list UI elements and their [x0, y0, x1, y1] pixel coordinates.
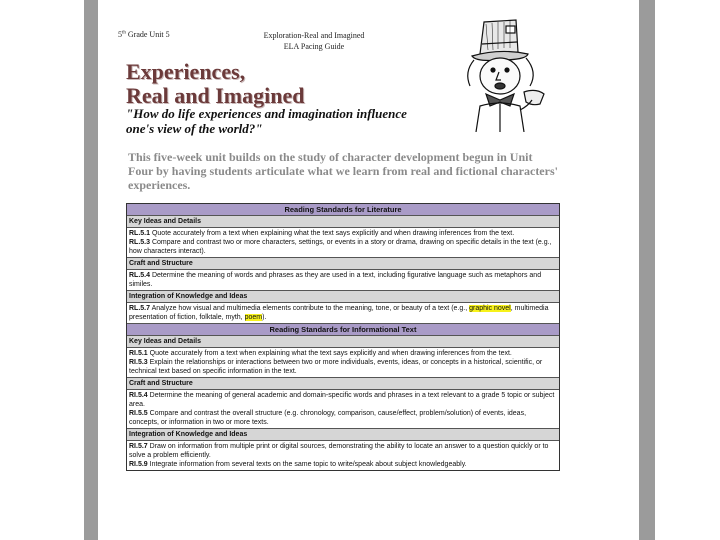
grade-number: 5 — [118, 30, 122, 39]
standard-code: RI.5.4 — [129, 392, 148, 399]
right-gray-band — [639, 0, 655, 540]
info-section-key-ideas: Key Ideas and Details — [127, 336, 559, 348]
standard-code: RI.5.5 — [129, 410, 148, 417]
standard-text: Quote accurately from a text when explaining what the text says explicitly and when drawing inferences from the text. — [150, 230, 515, 237]
standard-text: Integrate information from several texts on the same topic to write/speak about subject knowledgeably. — [147, 461, 467, 468]
document-page — [98, 0, 639, 540]
standard-code: RL.5.4 — [129, 272, 151, 279]
standard-code: RI.5.7 — [129, 443, 148, 450]
standards-table — [126, 203, 560, 471]
header-center — [244, 30, 384, 52]
highlight-graphic-novel: graphic novel — [469, 305, 511, 312]
mad-hatter-illustration-icon — [450, 14, 550, 132]
standard-text: Analyze how visual and multimedia elements contribute to the meaning, tone, or beauty of a text (e.g., — [150, 305, 470, 312]
informational-heading: Reading Standards for Informational Text — [127, 324, 559, 336]
standard-ri51 — [127, 348, 559, 378]
standard-text: ). — [262, 314, 267, 321]
literature-heading: Reading Standards for Literature — [127, 204, 559, 216]
left-gray-band — [84, 0, 98, 540]
standard-ri54 — [127, 390, 559, 429]
standard-rl51 — [127, 228, 559, 258]
header-line-1: Exploration-Real and Imagined — [263, 31, 365, 40]
standard-text: Draw on information from multiple print or digital sources, demonstrating the ability to locate an answer to a question quickly or to solve a problem efficiently. — [129, 443, 549, 459]
lit-section-key-ideas: Key Ideas and Details — [127, 216, 559, 228]
unit-summary: This five-week unit builds on the study of character development begun in Unit Four by having students articulate what we learn from real and fictional characters' experiences. — [128, 150, 558, 192]
left-margin — [0, 0, 84, 540]
grade-suffix: th — [122, 30, 126, 36]
standard-text: Compare and contrast two or more characters, settings, or events in a story or drama, drawing on specific details in the text (e.g., how characters interact). — [129, 239, 552, 255]
standard-code: RI.5.1 — [129, 350, 148, 357]
header-line-2: ELA Pacing Guide — [283, 42, 345, 51]
title-line-1: Experiences, — [126, 59, 246, 84]
standard-text: Quote accurately from a text when explaining what the text says explicitly and when drawing inferences from the text. — [147, 350, 512, 357]
standard-ri57 — [127, 441, 559, 470]
lit-section-craft: Craft and Structure — [127, 258, 559, 270]
standard-text: Compare and contrast the overall structure (e.g. chronology, comparison, cause/effect, problem/solution) of events, ideas, concepts, or information in two or more texts. — [129, 410, 527, 426]
header-grade — [118, 30, 170, 39]
info-section-integration: Integration of Knowledge and Ideas — [127, 429, 559, 441]
standard-text: Explain the relationships or interactions between two or more individuals, events, ideas, or concepts in a historical, scientific, or technical text based on specific information in the text. — [129, 359, 543, 375]
standard-code: RL.5.3 — [129, 239, 151, 246]
info-section-craft: Craft and Structure — [127, 378, 559, 390]
standard-text: Determine the meaning of words and phrases as they are used in a text, including figurative language such as metaphors and similes. — [129, 272, 542, 288]
standard-text: Determine the meaning of general academic and domain-specific words and phrases in a text relevant to a grade 5 topic or subject area. — [129, 392, 555, 408]
standard-code: RI.5.3 — [129, 359, 148, 366]
standard-rl54 — [127, 270, 559, 291]
standard-code: RI.5.9 — [129, 461, 148, 468]
essential-question: "How do life experiences and imagination influence one's view of the world?" — [126, 106, 407, 136]
standard-code: RL.5.7 — [129, 305, 151, 312]
lit-section-integration: Integration of Knowledge and Ideas — [127, 291, 559, 303]
right-margin — [655, 0, 720, 540]
standard-text: , multimedia presentation of fiction, folktale, myth, — [129, 305, 549, 321]
page-title — [126, 60, 304, 108]
highlight-poem: poem — [244, 314, 263, 321]
unit-label: Grade Unit 5 — [127, 30, 170, 39]
standard-code: RL.5.1 — [129, 230, 151, 237]
title-line-2: Real and Imagined — [126, 83, 305, 108]
standard-rl57 — [127, 303, 559, 324]
